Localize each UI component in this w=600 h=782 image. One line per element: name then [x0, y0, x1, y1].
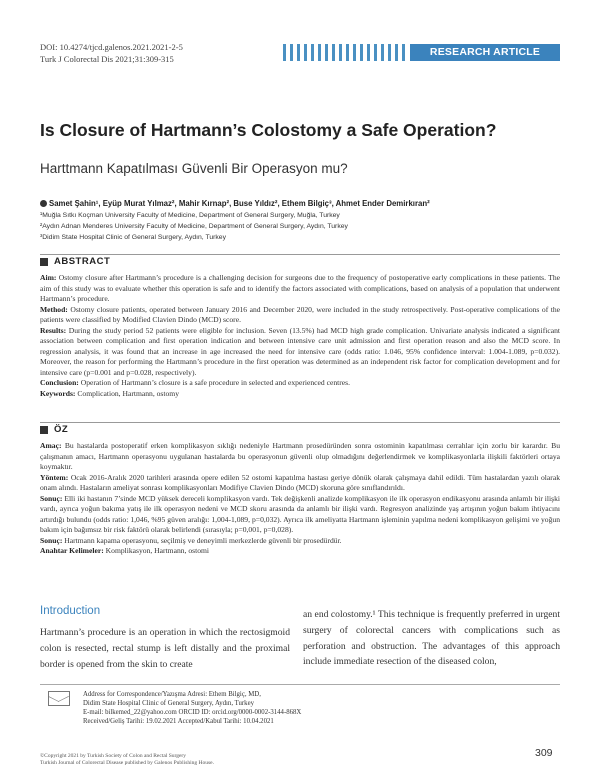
- affiliation-3: ³Didim State Hospital Clinic of General Surgery, Aydın, Turkey: [40, 234, 226, 241]
- affiliation-2: ²Aydın Adnan Menderes University Faculty of Medicine, Department of General Surgery, Aydın, Turkey: [40, 223, 348, 230]
- envelope-icon: [48, 691, 70, 706]
- correspondence-dates: Received/Geliş Tarihi: 19.02.2021 Accepted/Kabul Tarihi: 10.04.2021: [83, 718, 274, 725]
- oz-yontem: Ocak 2016-Aralık 2020 tarihleri arasında opere edilen 52 ostomi kapatılma hastası geriye dönük olarak çalışmaya dahil edildi. Tüm hastalardan yazılı olarak onam alındı. Hastaların ameliyat sonrası komplikasyonları Modifiye Clavien Dindo (MCD) skoruna göre sınıflandırıldı.: [40, 472, 560, 492]
- oz-sonuc: Elli iki hastanın 7’sinde MCD yüksek dereceli komplikasyon vardı. Tek değişkenli analizde komplikasyon ile ilk operasyon endikasyonu arasında anlamlı bir ilişki vardı, ayrıca yoğun bakıma yatış ile ilk operasyon nedeni ve MCD skoru arasında da anlamlı bir ilişki vardı. Regresyon analizinde yaş artışının yoğun bakım ihtiyacını artırdığı bulundu (odds ratio: 1,046, %95 güven aralığı: 1,004-1,089, p=0,032). Ayrıca ilk ameliyatta Hartmann işleminin yapılma nedeni komplikasyon gelişimi ve yoğun bakım için bağımsız bir risk faktörü olarak belirlendi (sırasıyla; p=0,001, p=0,028).: [40, 493, 560, 534]
- doi[interactable]: DOI: 10.4274/tjcd.galenos.2021.2021-2-5: [40, 42, 183, 52]
- abstract-aim: Ostomy closure after Hartmann’s procedure is a challenging decision for surgeons due to the frequency of postoperative early complications in these patients. The aim of this study was to evaluate whether this operation is safe and to identify the factors associated with complications, based on analysis of a population that underwent Hartmann’s procedure.: [40, 273, 560, 303]
- author-list: [40, 199, 580, 208]
- oz-heading: ÖZ: [54, 424, 69, 435]
- abstract-body: Aim: Ostomy closure after Hartmann’s procedure is a challenging decision for surgeons due to the frequency of postoperative early complications in these patients. The aim of this study was to evaluate whether this operation is safe and to identify the factors associated with complications, based on analysis of a population that underwent Hartmann’s procedure. Method: Ostomy closure patients, operated between January 2016 and December 2020, were included in the study retrospectively. Post-operative complications of the patients were classified by Modified Clavien Dindo (MCD) score. Results: During the study period 52 patients were eligible for inclusion. Seven (13.5%) had MCD high grade complication. Univariate analysis indicated a significant association between complication and first operation indication and between intensive care unit admission and first operation reason and also the MCD score. In regression analysis, it was found that an increase in age increased the need for intensive care (odds ratio: 1.046, 95% confidence interval: 1.004-1.089, p=0.032). Moreover, the reason for performing the Hartmann’s procedure in the first operation was determined as an independent risk factor for complication development and for intensive care (p=0.001 and p=0.028, respectively). Conclusion: Operation of Hartmann’s closure is a safe procedure in selected and experienced centres. Keywords: Complication, Hartmann, ostomy: [40, 273, 560, 398]
- introduction-heading: Introduction: [40, 605, 101, 617]
- abstract-heading: ABSTRACT: [54, 256, 111, 267]
- correspondence-address: Didim State Hospital Clinic of General Surgery, Aydın, Turkey: [83, 700, 254, 707]
- journal-citation: Turk J Colorectal Dis 2021;31:309-315: [40, 54, 174, 64]
- decorative-stripes: [283, 44, 405, 61]
- oz-anahtar: Komplikasyon, Hartmann, ostomi: [105, 546, 210, 555]
- oz-sonuc-2: Hartmann kapama operasyonu, seçilmiş ve deneyimli merkezlerde güvenli bir prosedürdür.: [64, 535, 342, 545]
- oz-header: [40, 422, 560, 437]
- abstract-keywords: Complication, Hartmann, ostomy: [77, 388, 180, 398]
- intro-column-2: an end colostomy.¹ This technique is frequently preferred in urgent surgery of colorectal cancers with complications such as perforation and obstruction. The advantages of this approach include immediate resection of the diseased colon,: [303, 609, 560, 668]
- abstract-conclusion: Operation of Hartmann’s closure is a safe procedure in selected and experienced centres.: [80, 378, 350, 387]
- article-subtitle: Harttmann Kapatılması Güvenli Bir Operasyon mu?: [40, 161, 348, 176]
- page-number: 309: [535, 747, 553, 759]
- oz-body: Amaç: Bu hastalarda postoperatif erken komplikasyon sıklığı nedeniyle Hartmann prosedüründen sonra ostominin kapatılması cerrahlar için zorlu bir karardır. Bu çalışmanın amacı, Hartmann operasyonu uygulanan hastalarda bu operasyonun güvenli olup olmadığını değerlendirmek ve komplikasyonlarla ilişkili faktörleri ortaya koymaktır. Yöntem: Ocak 2016-Aralık 2020 tarihleri arasında opere edilen 52 ostomi kapatılma hastası geriye dönük olarak çalışmaya dahil edildi. Tüm hastalardan yazılı olarak onam alındı. Hastaların ameliyat sonrası komplikasyonları Modifiye Clavien Dindo (MCD) skoruna göre sınıflandırıldı. Sonuç: Elli iki hastanın 7’sinde MCD yüksek dereceli komplikasyon vardı. Tek değişkenli analizde komplikasyon ile ilk operasyon endikasyonu arasında anlamlı bir ilişki vardı, ayrıca yoğun bakıma yatış ile ilk operasyon nedeni ve MCD skoru arasında da anlamlı bir ilişki vardı. Regresyon analizinde yaş artışının yoğun bakım ihtiyacını artırdığı bulundu (odds ratio: 1,046, %95 güven aralığı: 1,004-1,089, p=0,032). Ayrıca ilk ameliyatta Hartmann işleminin yapılma nedeni komplikasyon gelişimi ve yoğun bakım için bağımsız bir risk faktörü olarak belirlendi (sırasıyla; p=0,001, p=0,028). Sonuç: Hartmann kapama operasyonu, seçilmiş ve deneyimli merkezlerde güvenli bir prosedürdür. Anahtar Kelimeler: Komplikasyon, Hartmann, ostomi: [40, 441, 560, 555]
- abstract-results: During the study period 52 patients were eligible for inclusion. Seven (13.5%) had MCD high grade complication. Univariate analysis indicated a significant association between complication and first operation indication and between intensive care unit admission and first operation reason and also the MCD score. In regression analysis, it was found that an increase in age increased the need for intensive care (odds ratio: 1.046, 95% confidence interval: 1.004-1.089, p=0.032). Moreover, the reason for performing the Hartmann’s procedure in the first operation was determined as an independent risk factor for complication development and for intensive care (p=0.001 and p=0.028, respectively).: [40, 325, 560, 377]
- orcid-icon: [40, 200, 47, 207]
- copyright: ©Copyright 2021 by Turkish Society of Colon and Rectal Surgery Turkish Journal of Colorectal Disease published by Galenos Publishing House.: [40, 753, 214, 766]
- intro-column-1: Hartmann’s procedure is an operation in which the rectosigmoid colon is resected, rectal stump is left distally and the proximal border is opened from the skin to create: [40, 627, 290, 670]
- correspondence-name: Address for Correspondence/Yazışma Adresi: Ethem Bilgiç, MD,: [83, 691, 261, 698]
- article-meta: [40, 41, 183, 65]
- abstract-method: Ostomy closure patients, operated between January 2016 and December 2020, were included in the study retrospectively. Post-operative complications of the patients were classified by Modified Clavien Dindo (MCD) score.: [40, 304, 560, 324]
- abstract-header: [40, 254, 560, 269]
- oz-amac: Bu hastalarda postoperatif erken komplikasyon sıklığı nedeniyle Hartmann prosedüründen sonra ostominin kapatılması cerrahlar için zorlu bir karardır. Bu çalışmanın amacı, Hartmann operasyonu uygulanan hastalarda bu operasyonun güvenli olup olmadığını değerlendirmek ve komplikasyonlarla ilişkili faktörleri ortaya koymaktır.: [40, 441, 560, 471]
- article-type-badge: RESEARCH ARTICLE: [410, 44, 560, 61]
- correspondence-email[interactable]: E-mail: bilkemed_22@yahoo.com ORCID ID: orcid.org/0000-0002-3144-868X: [83, 709, 302, 716]
- correspondence-box: [40, 684, 560, 725]
- article-title: Is Closure of Hartmann’s Colostomy a Safe Operation?: [40, 120, 497, 140]
- authors-text: Samet Şahin¹, Eyüp Murat Yılmaz², Mahir Kırnap², Buse Yıldız², Ethem Bilgiç³, Ahmet Ender Demirkıran²: [49, 199, 430, 208]
- affiliation-1: ¹Muğla Sıtkı Koçman University Faculty of Medicine, Department of General Surgery, Muğla, Turkey: [40, 212, 340, 219]
